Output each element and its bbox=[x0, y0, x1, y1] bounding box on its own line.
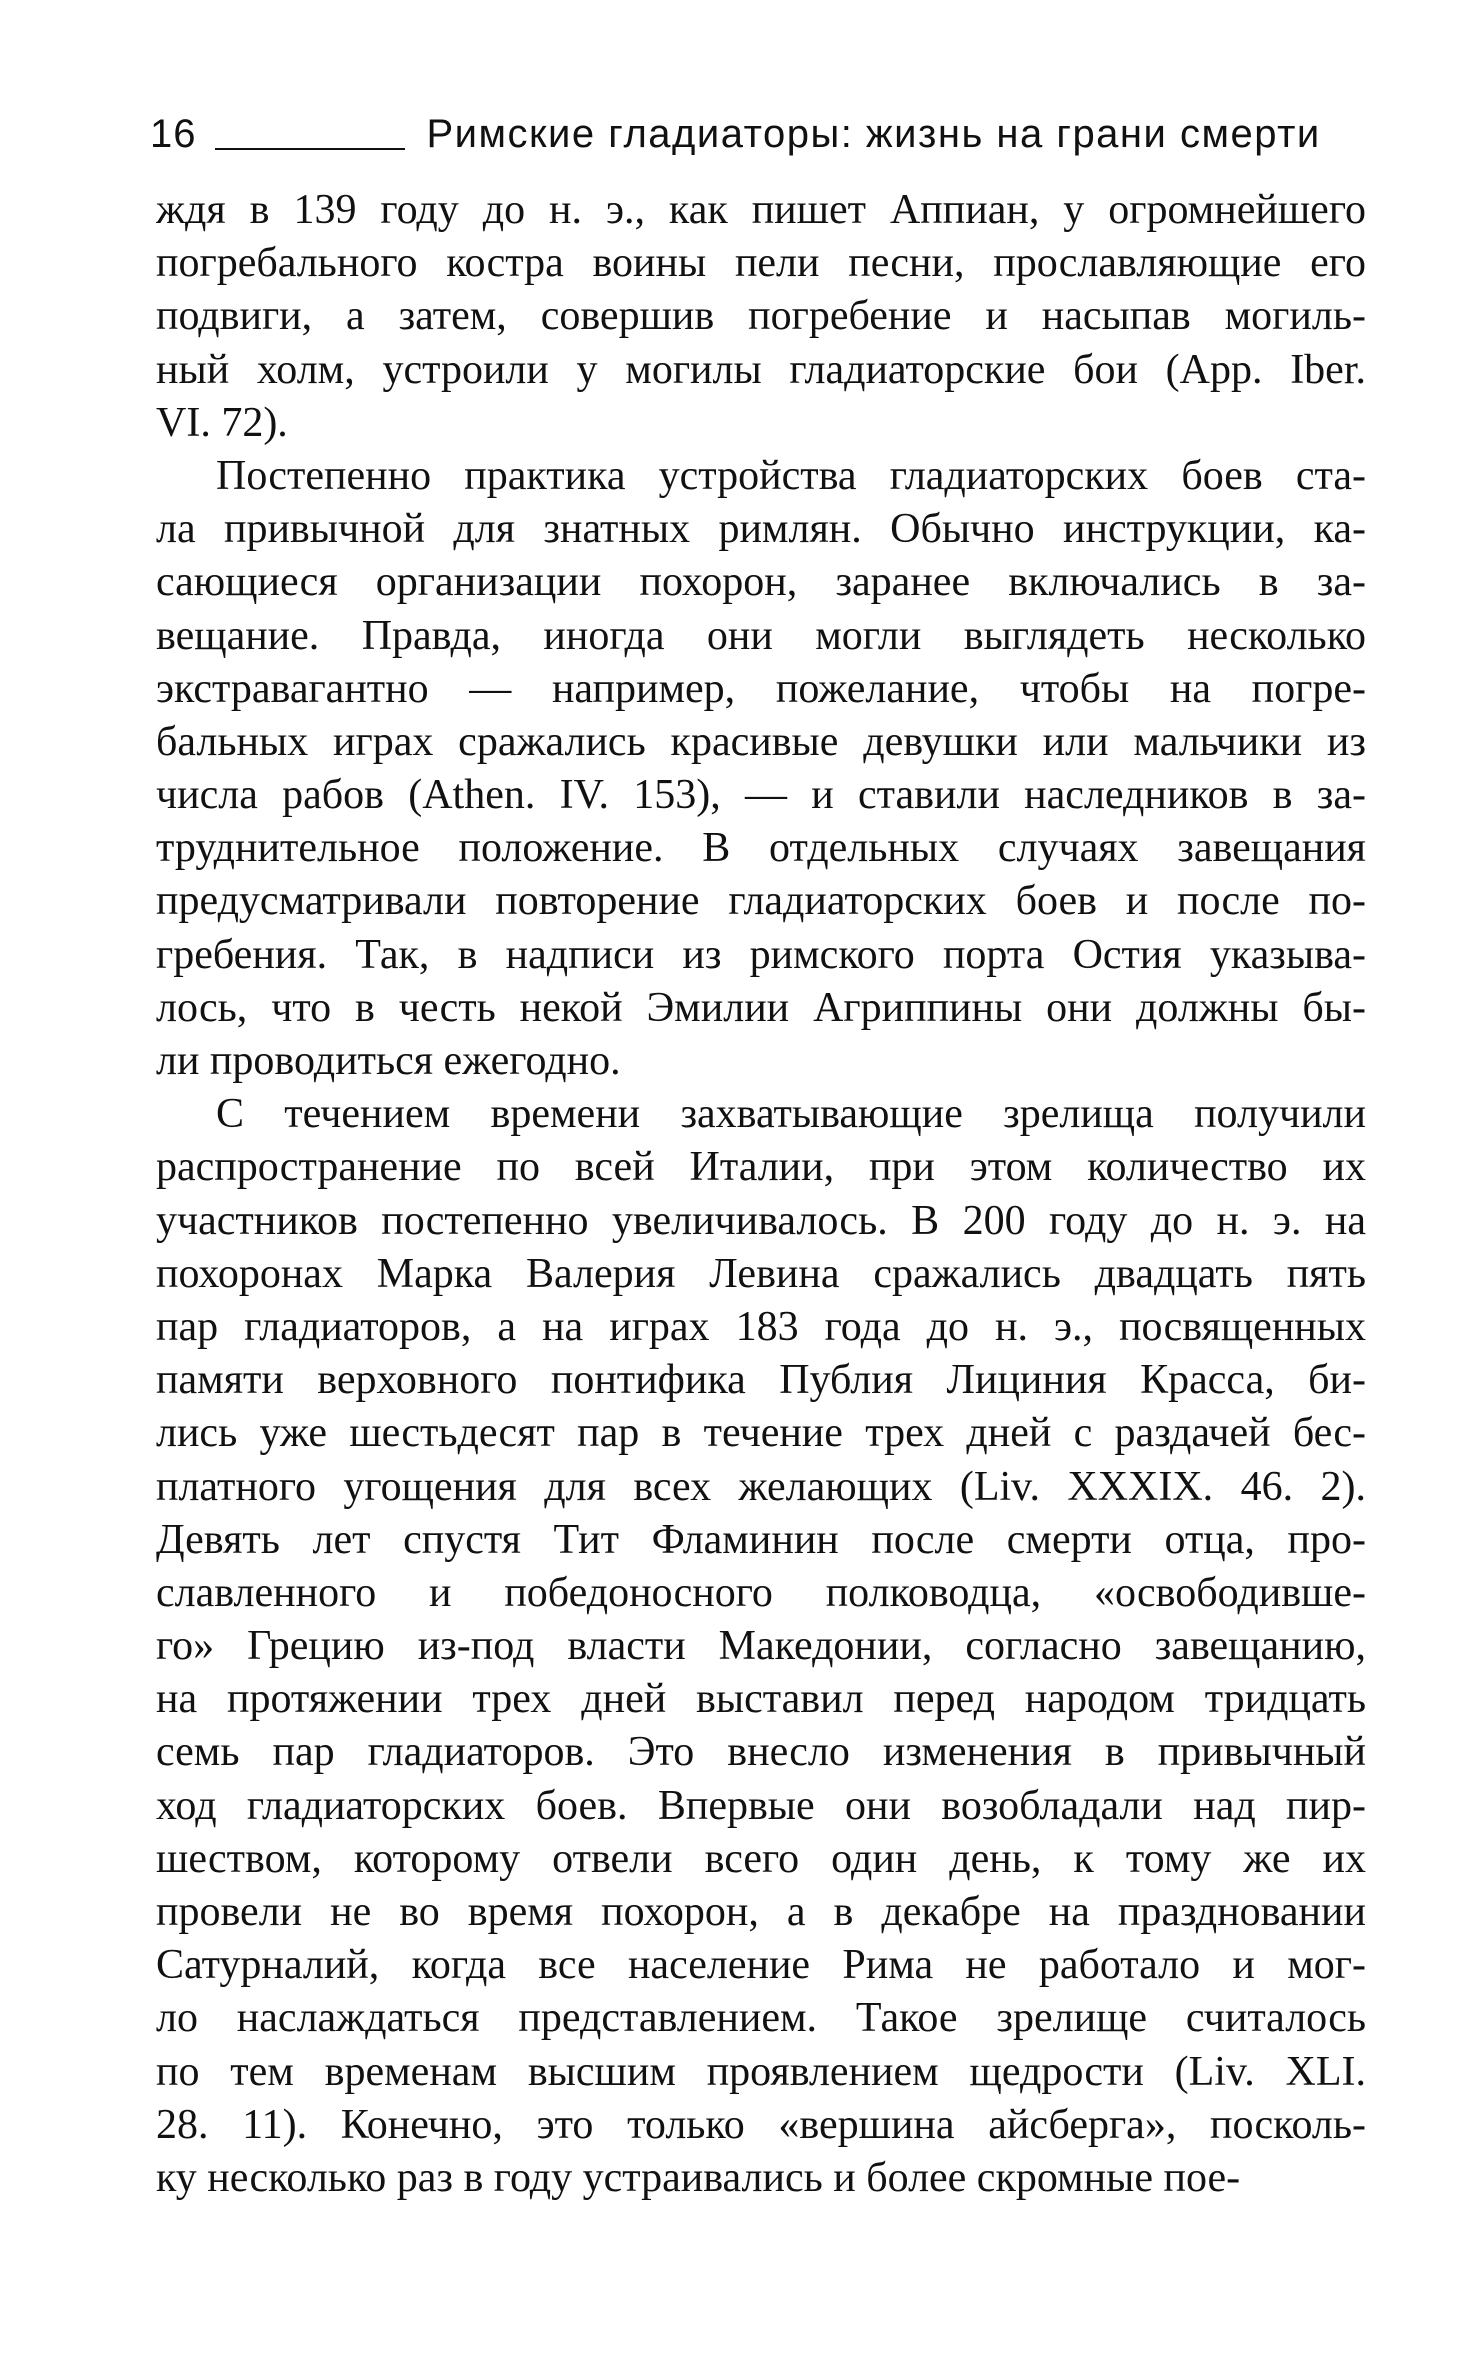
text-line: пар гладиаторов, а на играх 183 года до н. э., посвященных bbox=[156, 1303, 1366, 1350]
text-line: подвиги, а затем, совершив погребение и насыпав могиль- bbox=[156, 293, 1366, 340]
text-line: ли проводиться ежегодно. bbox=[156, 1038, 621, 1084]
text-line: ло наслаждаться представлением. Такое зрелище считалось bbox=[156, 1995, 1366, 2042]
text-line: Сатурналий, когда все население Рима не работало и мог- bbox=[156, 1942, 1366, 1989]
text-line: экстравагантно — например, пожелание, чтобы на погре- bbox=[156, 665, 1366, 712]
running-head-rule bbox=[215, 148, 405, 150]
text-line: предусматривали повторение гладиаторских боев и после по- bbox=[156, 878, 1366, 925]
text-line: гребения. Так, в надписи из римского порта Остия указыва- bbox=[156, 931, 1366, 978]
text-line: похоронах Марка Валерия Левина сражались двадцать пять bbox=[156, 1250, 1366, 1297]
page-number: 16 bbox=[150, 112, 197, 156]
text-line: С течением времени захватывающие зрелища получили bbox=[216, 1091, 1366, 1138]
text-line: погребального костра воины пели песни, прославляющие его bbox=[156, 240, 1366, 287]
running-head bbox=[150, 104, 1350, 164]
text-line: на протяжении трех дней выставил перед народом тридцать bbox=[156, 1676, 1366, 1723]
text-line: славленного и победоносного полководца, «освободивше- bbox=[156, 1569, 1366, 1616]
text-line: сающиеся организации похорон, заранее включались в за- bbox=[156, 559, 1366, 606]
text-line: числа рабов (Athen. IV. 153), — и ставили наследников в за- bbox=[156, 772, 1366, 819]
text-line: лись уже шестьдесят пар в течение трех дней с раздачей бес- bbox=[156, 1410, 1366, 1457]
body-text bbox=[156, 184, 1366, 2205]
paragraph bbox=[156, 184, 1366, 450]
text-line: платного угощения для всех желающих (Liv. XXXIX. 46. 2). bbox=[156, 1463, 1366, 1510]
text-line: ный холм, устроили у могилы гладиаторские бои (App. Iber. bbox=[156, 346, 1366, 393]
text-line: вещание. Правда, иногда они могли выглядеть несколько bbox=[156, 612, 1366, 659]
text-line: VI. 72). bbox=[156, 399, 288, 446]
paragraph bbox=[156, 1088, 1366, 2205]
text-line: ждя в 139 году до н. э., как пишет Аппиан, у огромнейшего bbox=[156, 187, 1366, 233]
text-line: труднительное положение. В отдельных случаях завещания bbox=[156, 825, 1366, 872]
text-line: 28. 11). Конечно, это только «вершина айсберга», посколь- bbox=[156, 2101, 1366, 2148]
text-line: участников постепенно увеличивалось. В 200 году до н. э. на bbox=[156, 1197, 1366, 1244]
text-line: семь пар гладиаторов. Это внесло изменения в привычный bbox=[156, 1729, 1366, 1776]
text-line: бальных играх сражались красивые девушки или мальчики из bbox=[156, 718, 1366, 765]
text-line: ку несколько раз в году устраивались и более скромные пое- bbox=[156, 2154, 1241, 2201]
text-line: по тем временам высшим проявлением щедрости (Liv. XLI. bbox=[156, 2048, 1366, 2095]
text-line: ход гладиаторских боев. Впервые они возобладали над пир- bbox=[156, 1782, 1366, 1829]
text-line: памяти верховного понтифика Публия Лициния Красса, би- bbox=[156, 1357, 1366, 1404]
text-line: шеством, которому отвели всего один день, к тому же их bbox=[156, 1835, 1366, 1882]
text-line: провели не во время похорон, а в декабре на праздновании bbox=[156, 1889, 1366, 1935]
paragraph bbox=[156, 450, 1366, 1088]
running-head-title: Римские гладиаторы: жизнь на грани смерти bbox=[426, 112, 1321, 156]
text-line: го» Грецию из-под власти Македонии, согласно завещанию, bbox=[156, 1623, 1366, 1670]
text-line: Девять лет спустя Тит Фламинин после смерти отца, про- bbox=[156, 1516, 1366, 1563]
text-line: ла привычной для знатных римлян. Обычно инструкции, ка- bbox=[156, 506, 1366, 553]
text-line: распространение по всей Италии, при этом количество их bbox=[156, 1144, 1366, 1191]
text-line: Постепенно практика устройства гладиаторских боев ста- bbox=[216, 452, 1366, 499]
text-line: лось, что в честь некой Эмилии Агриппины они должны бы- bbox=[156, 984, 1366, 1031]
